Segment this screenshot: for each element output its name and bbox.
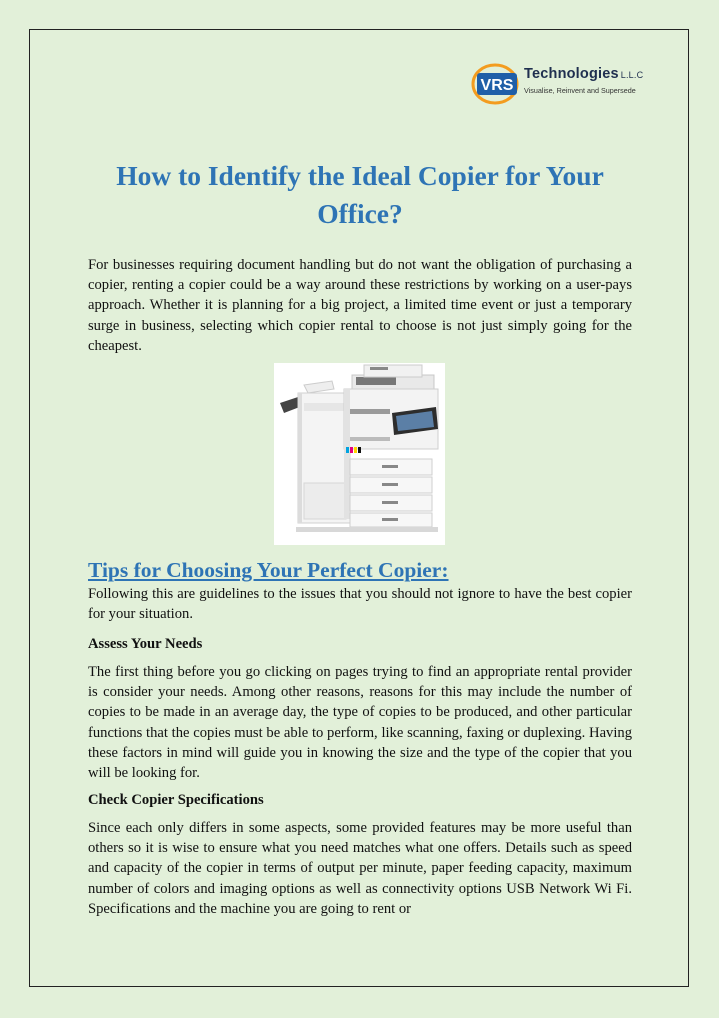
tips-heading: Tips for Choosing Your Perfect Copier: (88, 558, 449, 582)
copier-image (274, 363, 445, 545)
section-body-copier-specs: Since each only differs in some aspects, some provided features may be more useful than others so it is wise to ensure what you need matches what one offers. Details such as speed and capacity of the copier in terms of output per minute, paper feeding capacity, maximum number of colors and imaging options as well as connectivity options USB Network Wi Fi. Specifications and the machine you are going to rent or (88, 820, 632, 917)
document-title: How to Identify the Ideal Copier for Your Office? (116, 160, 604, 229)
svg-text:VRS: VRS (480, 77, 514, 94)
logo-tagline: Visualise, Reinvent and Supersede (524, 86, 636, 95)
section-heading-copier-specs: Check Copier Specifications (88, 792, 264, 808)
company-logo (470, 62, 644, 106)
intro-paragraph: For businesses requiring document handling but do not want the obligation of purchasing a copier, renting a copier could be a way around these restrictions by working on a user-pays approach. Whether it is planning for a big project, a limited time event or just a temporary surge in business, selecting which copier rental to choose is not just simply going for the cheapest. (88, 257, 632, 354)
copier-illustration (274, 363, 445, 545)
vrs-logo-icon (470, 62, 524, 106)
section-body-assess-needs: The first thing before you go clicking on pages trying to find an appropriate rental provider is consider your needs. Among other reasons, reasons for this may include the number of copies to be made in an average day, the type of copies to be produced, and other particular functions that the copies must be able to perform, like scanning, faxing or duplexing. Having these factors in mind will guide you in knowing the size and the type of the copier that you will be looking for. (88, 664, 632, 782)
logo-company-name: Technologies L.L.C (524, 66, 644, 82)
section-heading-assess-needs: Assess Your Needs (88, 636, 203, 652)
logo-company-suffix: L.L.C (620, 70, 644, 80)
tips-intro-paragraph: Following this are guidelines to the issues that you should not ignore to have the best copier for your situation. (88, 586, 632, 623)
